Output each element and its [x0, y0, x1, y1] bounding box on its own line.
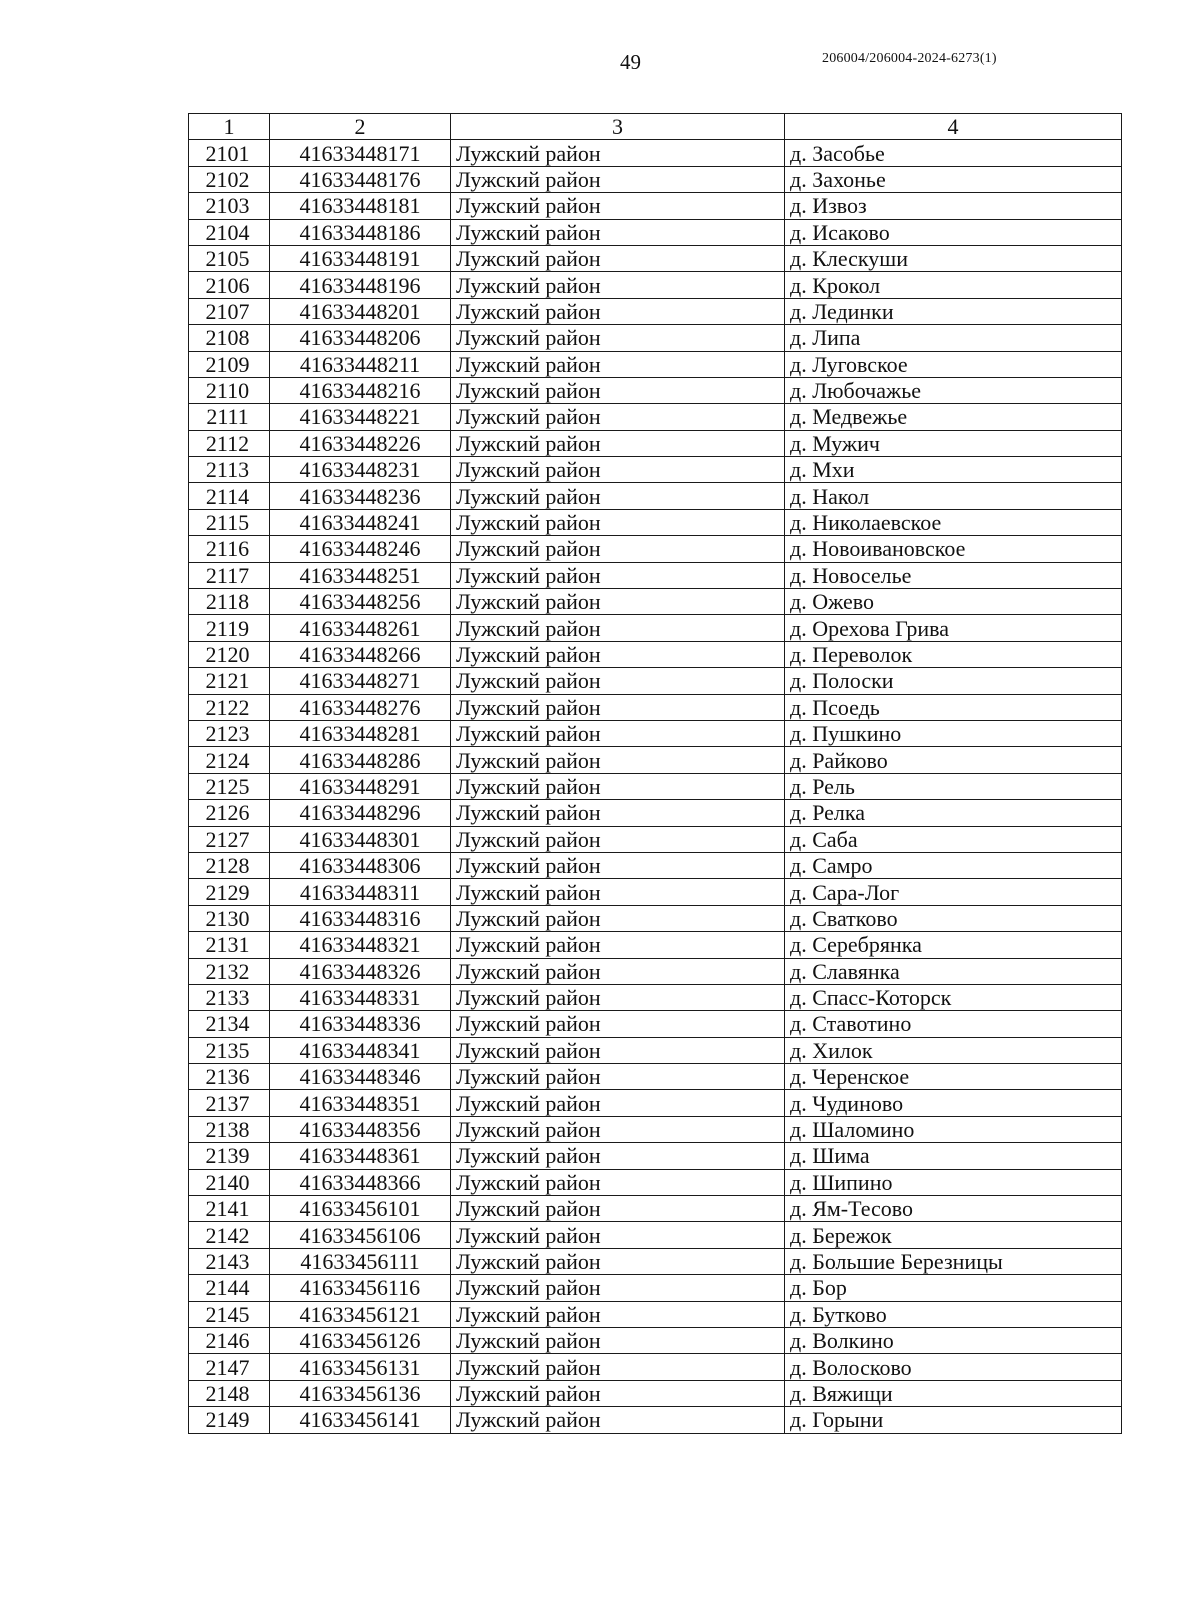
table-row: [189, 984, 1122, 1010]
code-cell: 41633448341: [270, 1037, 451, 1063]
district-cell: Лужский район: [451, 720, 785, 746]
row-number-cell: 2106: [189, 272, 270, 298]
page-number: 49: [620, 50, 641, 74]
table-row: [189, 1011, 1122, 1037]
row-number-cell: 2121: [189, 668, 270, 694]
table-row: [189, 694, 1122, 720]
row-number-cell: 2111: [189, 404, 270, 430]
settlement-cell: д. Новоселье: [785, 562, 1122, 588]
district-cell: Лужский район: [451, 905, 785, 931]
code-cell: 41633456116: [270, 1275, 451, 1301]
code-cell: 41633448241: [270, 509, 451, 535]
district-cell: Лужский район: [451, 984, 785, 1010]
table-row: [189, 272, 1122, 298]
row-number-cell: 2135: [189, 1037, 270, 1063]
settlement-cell: д. Райково: [785, 747, 1122, 773]
table-row: [189, 932, 1122, 958]
code-cell: 41633448326: [270, 958, 451, 984]
table-row: [189, 1248, 1122, 1274]
row-number-cell: 2149: [189, 1407, 270, 1433]
settlement-cell: д. Волкино: [785, 1327, 1122, 1353]
row-number-cell: 2114: [189, 483, 270, 509]
code-cell: 41633448271: [270, 668, 451, 694]
row-number-cell: 2115: [189, 509, 270, 535]
district-cell: Лужский район: [451, 641, 785, 667]
district-cell: Лужский район: [451, 1327, 785, 1353]
settlement-cell: д. Полоски: [785, 668, 1122, 694]
code-cell: 41633448216: [270, 377, 451, 403]
settlement-cell: д. Мужич: [785, 430, 1122, 456]
settlement-cell: д. Релка: [785, 800, 1122, 826]
district-cell: Лужский район: [451, 1354, 785, 1380]
settlement-cell: д. Рель: [785, 773, 1122, 799]
table-row: [189, 298, 1122, 324]
settlement-cell: д. Самро: [785, 852, 1122, 878]
row-number-cell: 2138: [189, 1116, 270, 1142]
row-number-cell: 2147: [189, 1354, 270, 1380]
settlement-cell: д. Черенское: [785, 1064, 1122, 1090]
code-cell: 41633448186: [270, 219, 451, 245]
row-number-cell: 2137: [189, 1090, 270, 1116]
row-number-cell: 2128: [189, 852, 270, 878]
settlement-cell: д. Липа: [785, 325, 1122, 351]
row-number-cell: 2117: [189, 562, 270, 588]
code-cell: 41633456131: [270, 1354, 451, 1380]
row-number-cell: 2132: [189, 958, 270, 984]
code-cell: 41633456126: [270, 1327, 451, 1353]
row-number-cell: 2134: [189, 1011, 270, 1037]
district-cell: Лужский район: [451, 562, 785, 588]
table-row: [189, 483, 1122, 509]
table-row: [189, 377, 1122, 403]
table-row: [189, 1196, 1122, 1222]
code-cell: 41633448256: [270, 589, 451, 615]
table-row: [189, 219, 1122, 245]
district-cell: Лужский район: [451, 1222, 785, 1248]
code-cell: 41633448181: [270, 193, 451, 219]
row-number-cell: 2108: [189, 325, 270, 351]
row-number-cell: 2145: [189, 1301, 270, 1327]
code-cell: 41633448171: [270, 140, 451, 166]
settlement-cell: д. Шима: [785, 1143, 1122, 1169]
district-cell: Лужский район: [451, 430, 785, 456]
code-cell: 41633448196: [270, 272, 451, 298]
table-row: [189, 589, 1122, 615]
settlement-cell: д. Горыни: [785, 1407, 1122, 1433]
row-number-cell: 2118: [189, 589, 270, 615]
settlement-cell: д. Шаломино: [785, 1116, 1122, 1142]
district-cell: Лужский район: [451, 800, 785, 826]
settlement-cell: д. Пушкино: [785, 720, 1122, 746]
row-number-cell: 2119: [189, 615, 270, 641]
settlement-cell: д. Бор: [785, 1275, 1122, 1301]
code-cell: 41633448236: [270, 483, 451, 509]
settlement-cell: д. Лединки: [785, 298, 1122, 324]
code-cell: 41633448231: [270, 457, 451, 483]
row-number-cell: 2133: [189, 984, 270, 1010]
district-cell: Лужский район: [451, 404, 785, 430]
district-cell: Лужский район: [451, 377, 785, 403]
row-number-cell: 2125: [189, 773, 270, 799]
code-cell: 41633448361: [270, 1143, 451, 1169]
row-number-cell: 2136: [189, 1064, 270, 1090]
row-number-cell: 2124: [189, 747, 270, 773]
code-cell: 41633448221: [270, 404, 451, 430]
table-row: [189, 720, 1122, 746]
settlement-cell: д. Бережок: [785, 1222, 1122, 1248]
row-number-cell: 2103: [189, 193, 270, 219]
code-cell: 41633448351: [270, 1090, 451, 1116]
code-cell: 41633448226: [270, 430, 451, 456]
district-cell: Лужский район: [451, 1037, 785, 1063]
district-cell: Лужский район: [451, 1275, 785, 1301]
district-cell: Лужский район: [451, 1407, 785, 1433]
district-cell: Лужский район: [451, 932, 785, 958]
table-row: [189, 1327, 1122, 1353]
table-row: [189, 325, 1122, 351]
district-cell: Лужский район: [451, 615, 785, 641]
district-cell: Лужский район: [451, 879, 785, 905]
code-cell: 41633448201: [270, 298, 451, 324]
settlement-cell: д. Крокол: [785, 272, 1122, 298]
settlement-cell: д. Сара-Лог: [785, 879, 1122, 905]
registry-table: [188, 113, 1122, 1434]
district-cell: Лужский район: [451, 325, 785, 351]
table-row: [189, 1037, 1122, 1063]
settlement-cell: д. Ожево: [785, 589, 1122, 615]
table-row: [189, 641, 1122, 667]
table-row: [189, 536, 1122, 562]
code-cell: 41633448306: [270, 852, 451, 878]
code-cell: 41633448261: [270, 615, 451, 641]
district-cell: Лужский район: [451, 1090, 785, 1116]
row-number-cell: 2130: [189, 905, 270, 931]
district-cell: Лужский район: [451, 1248, 785, 1274]
row-number-cell: 2123: [189, 720, 270, 746]
row-number-cell: 2131: [189, 932, 270, 958]
table-row: [189, 1407, 1122, 1433]
table-row: [189, 1064, 1122, 1090]
district-cell: Лужский район: [451, 1169, 785, 1195]
district-cell: Лужский район: [451, 773, 785, 799]
district-cell: Лужский район: [451, 694, 785, 720]
settlement-cell: д. Псоедь: [785, 694, 1122, 720]
district-cell: Лужский район: [451, 958, 785, 984]
table-row: [189, 351, 1122, 377]
row-number-cell: 2105: [189, 245, 270, 271]
table-row: [189, 245, 1122, 271]
settlement-cell: д. Новоивановское: [785, 536, 1122, 562]
settlement-cell: д. Любочажье: [785, 377, 1122, 403]
table-row: [189, 668, 1122, 694]
row-number-cell: 2139: [189, 1143, 270, 1169]
settlement-cell: д. Накол: [785, 483, 1122, 509]
code-cell: 41633448331: [270, 984, 451, 1010]
row-number-cell: 2122: [189, 694, 270, 720]
table-row: [189, 958, 1122, 984]
row-number-cell: 2127: [189, 826, 270, 852]
row-number-cell: 2110: [189, 377, 270, 403]
district-cell: Лужский район: [451, 747, 785, 773]
settlement-cell: д. Волосково: [785, 1354, 1122, 1380]
table-body: [189, 140, 1122, 1433]
row-number-cell: 2113: [189, 457, 270, 483]
district-cell: Лужский район: [451, 668, 785, 694]
district-cell: Лужский район: [451, 852, 785, 878]
district-cell: Лужский район: [451, 298, 785, 324]
settlement-cell: д. Исаково: [785, 219, 1122, 245]
code-cell: 41633448266: [270, 641, 451, 667]
table-row: [189, 1275, 1122, 1301]
settlement-cell: д. Медвежье: [785, 404, 1122, 430]
table-row: [189, 773, 1122, 799]
table-row: [189, 509, 1122, 535]
settlement-cell: д. Луговское: [785, 351, 1122, 377]
table-header-row: [189, 114, 1122, 140]
settlement-cell: д. Вяжищи: [785, 1380, 1122, 1406]
code-cell: 41633448316: [270, 905, 451, 931]
settlement-cell: д. Славянка: [785, 958, 1122, 984]
code-cell: 41633448366: [270, 1169, 451, 1195]
settlement-cell: д. Спасс-Которск: [785, 984, 1122, 1010]
district-cell: Лужский район: [451, 826, 785, 852]
district-cell: Лужский район: [451, 457, 785, 483]
table-row: [189, 800, 1122, 826]
row-number-cell: 2141: [189, 1196, 270, 1222]
column-header-3: 3: [451, 114, 785, 140]
settlement-cell: д. Сватково: [785, 905, 1122, 931]
code-cell: 41633448281: [270, 720, 451, 746]
row-number-cell: 2143: [189, 1248, 270, 1274]
code-cell: 41633448276: [270, 694, 451, 720]
table-row: [189, 747, 1122, 773]
settlement-cell: д. Орехова Грива: [785, 615, 1122, 641]
row-number-cell: 2120: [189, 641, 270, 667]
column-header-1: 1: [189, 114, 270, 140]
code-cell: 41633448321: [270, 932, 451, 958]
settlement-cell: д. Серебрянка: [785, 932, 1122, 958]
row-number-cell: 2146: [189, 1327, 270, 1353]
table-row: [189, 1222, 1122, 1248]
row-number-cell: 2144: [189, 1275, 270, 1301]
column-header-2: 2: [270, 114, 451, 140]
district-cell: Лужский район: [451, 1011, 785, 1037]
code-cell: 41633448346: [270, 1064, 451, 1090]
code-cell: 41633448246: [270, 536, 451, 562]
row-number-cell: 2142: [189, 1222, 270, 1248]
code-cell: 41633448206: [270, 325, 451, 351]
district-cell: Лужский район: [451, 589, 785, 615]
code-cell: 41633448356: [270, 1116, 451, 1142]
settlement-cell: д. Ставотино: [785, 1011, 1122, 1037]
row-number-cell: 2109: [189, 351, 270, 377]
table-row: [189, 140, 1122, 166]
district-cell: Лужский район: [451, 1143, 785, 1169]
code-cell: 41633448336: [270, 1011, 451, 1037]
settlement-cell: д. Засобье: [785, 140, 1122, 166]
settlement-cell: д. Захонье: [785, 166, 1122, 192]
table-row: [189, 615, 1122, 641]
table-row: [189, 1143, 1122, 1169]
row-number-cell: 2104: [189, 219, 270, 245]
column-header-4: 4: [785, 114, 1122, 140]
table-row: [189, 879, 1122, 905]
table-row: [189, 1301, 1122, 1327]
district-cell: Лужский район: [451, 193, 785, 219]
settlement-cell: д. Саба: [785, 826, 1122, 852]
code-cell: 41633448251: [270, 562, 451, 588]
row-number-cell: 2102: [189, 166, 270, 192]
settlement-cell: д. Клескуши: [785, 245, 1122, 271]
settlement-cell: д. Шипино: [785, 1169, 1122, 1195]
code-cell: 41633448291: [270, 773, 451, 799]
table-row: [189, 166, 1122, 192]
district-cell: Лужский район: [451, 483, 785, 509]
row-number-cell: 2107: [189, 298, 270, 324]
table-row: [189, 905, 1122, 931]
table-row: [189, 193, 1122, 219]
settlement-cell: д. Извоз: [785, 193, 1122, 219]
district-cell: Лужский район: [451, 351, 785, 377]
code-cell: 41633448311: [270, 879, 451, 905]
table-row: [189, 1380, 1122, 1406]
row-number-cell: 2112: [189, 430, 270, 456]
code-cell: 41633456136: [270, 1380, 451, 1406]
settlement-cell: д. Бутково: [785, 1301, 1122, 1327]
row-number-cell: 2126: [189, 800, 270, 826]
district-cell: Лужский район: [451, 245, 785, 271]
table-row: [189, 404, 1122, 430]
district-cell: Лужский район: [451, 140, 785, 166]
row-number-cell: 2140: [189, 1169, 270, 1195]
code-cell: 41633448296: [270, 800, 451, 826]
district-cell: Лужский район: [451, 219, 785, 245]
district-cell: Лужский район: [451, 166, 785, 192]
code-cell: 41633448286: [270, 747, 451, 773]
district-cell: Лужский район: [451, 1380, 785, 1406]
code-cell: 41633448211: [270, 351, 451, 377]
table-row: [189, 430, 1122, 456]
settlement-cell: д. Хилок: [785, 1037, 1122, 1063]
code-cell: 41633448191: [270, 245, 451, 271]
district-cell: Лужский район: [451, 536, 785, 562]
code-cell: 41633456106: [270, 1222, 451, 1248]
table-row: [189, 1116, 1122, 1142]
table-row: [189, 562, 1122, 588]
table-row: [189, 1169, 1122, 1195]
settlement-cell: д. Ям-Тесово: [785, 1196, 1122, 1222]
settlement-cell: д. Переволок: [785, 641, 1122, 667]
code-cell: 41633456141: [270, 1407, 451, 1433]
district-cell: Лужский район: [451, 272, 785, 298]
district-cell: Лужский район: [451, 1196, 785, 1222]
district-cell: Лужский район: [451, 509, 785, 535]
table-row: [189, 1090, 1122, 1116]
code-cell: 41633456101: [270, 1196, 451, 1222]
settlement-cell: д. Николаевское: [785, 509, 1122, 535]
code-cell: 41633448176: [270, 166, 451, 192]
table-row: [189, 826, 1122, 852]
settlement-cell: д. Мхи: [785, 457, 1122, 483]
table-row: [189, 1354, 1122, 1380]
code-cell: 41633448301: [270, 826, 451, 852]
document-id: 206004/206004-2024-6273(1): [822, 51, 997, 66]
row-number-cell: 2101: [189, 140, 270, 166]
district-cell: Лужский район: [451, 1064, 785, 1090]
code-cell: 41633456121: [270, 1301, 451, 1327]
row-number-cell: 2148: [189, 1380, 270, 1406]
row-number-cell: 2129: [189, 879, 270, 905]
row-number-cell: 2116: [189, 536, 270, 562]
code-cell: 41633456111: [270, 1248, 451, 1274]
table-row: [189, 852, 1122, 878]
settlement-cell: д. Большие Березницы: [785, 1248, 1122, 1274]
district-cell: Лужский район: [451, 1301, 785, 1327]
district-cell: Лужский район: [451, 1116, 785, 1142]
settlement-cell: д. Чудиново: [785, 1090, 1122, 1116]
table-row: [189, 457, 1122, 483]
